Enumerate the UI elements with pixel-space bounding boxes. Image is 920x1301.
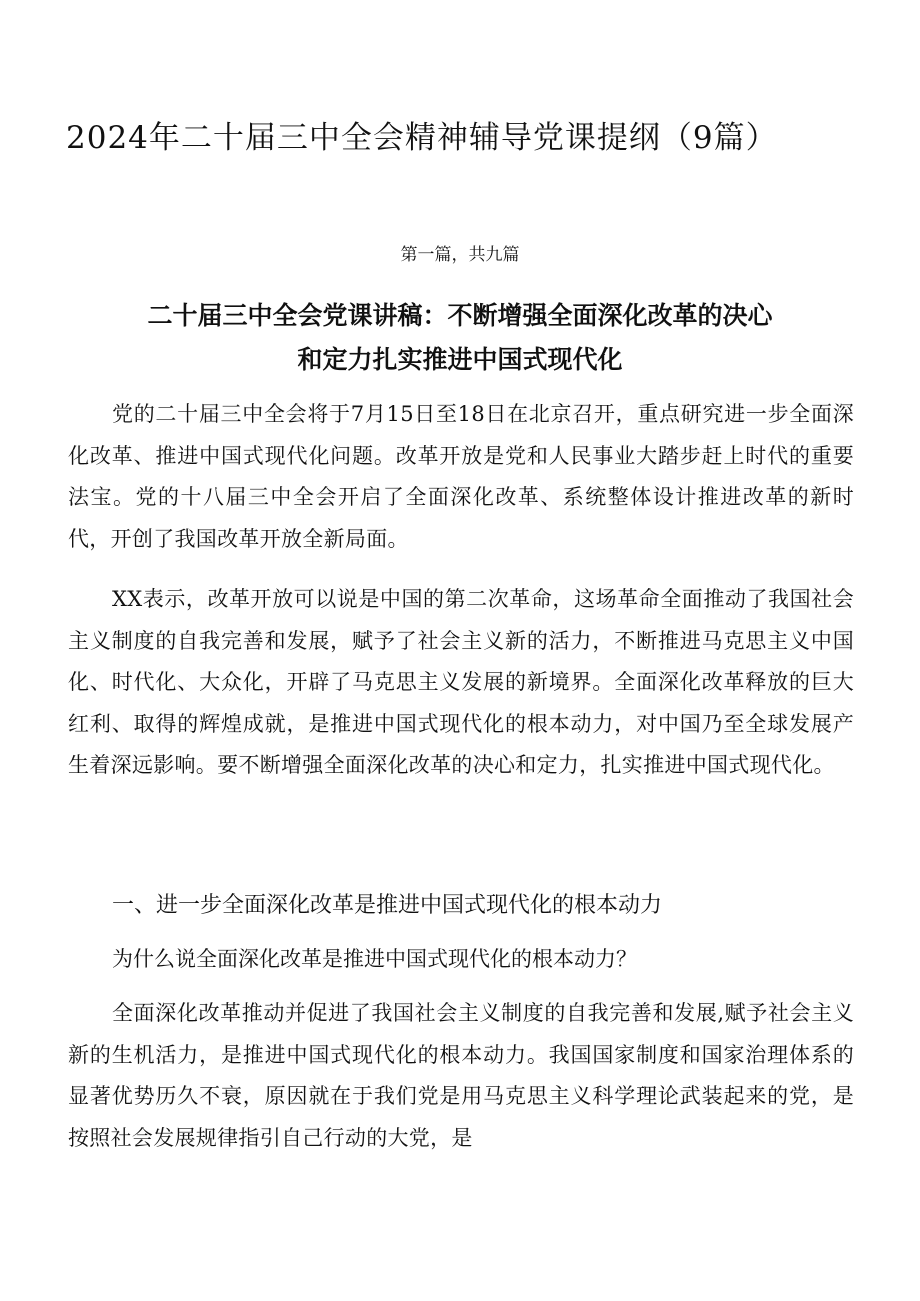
- body-paragraph: 全面深化改革推动并促进了我国社会主义制度的自我完善和发展,赋予社会主义新的生机活力，是推进中国式现代化的根本动力。我国国家制度和国家治理体系的显著优势历久不衰，原因就在于我们党是用马克思主义科学理论武装起来的党，是按照社会发展规律指引自己行动的大党，是: [68, 1001, 854, 1150]
- document-title: 2024年二十届三中全会精神辅导党课提纲（9篇）: [66, 120, 778, 156]
- question-line: 为什么说全面深化改革是推进中国式现代化的根本动力？: [112, 947, 637, 971]
- chapter-label: 第一篇，共九篇: [400, 245, 520, 265]
- xx-statement-paragraph: XX表示，改革开放可以说是中国的第二次革命，这场革命全面推动了我国社会主义制度的自我完善和发展，赋予了社会主义新的活力，不断推进马克思主义中国化、时代化、大众化，开辟了马克思主义发展的新境界。全面深化改革释放的巨大红利、取得的辉煌成就，是推进中国式现代化的根本动力，对中国乃至全球发展产生着深远影响。要不断增强全面深化改革的决心和定力，扎实推进中国式现代化。: [68, 587, 854, 777]
- subsection-heading: 一、进一步全面深化改革是推进中国式现代化的根本动力: [112, 893, 663, 918]
- section-heading: [60, 294, 860, 382]
- section-heading-line-2: 和定力扎实推进中国式现代化: [297, 345, 623, 374]
- section-heading-line-1: 二十届三中全会党课讲稿：不断增强全面深化改革的决心: [147, 301, 773, 330]
- intro-paragraph: 党的二十届三中全会将于7月15日至18日在北京召开，重点研究进一步全面深化改革、推进中国式现代化问题。改革开放是党和人民事业大踏步赶上时代的重要法宝。党的十八届三中全会开启了全面深化改革、系统整体设计推进改革的新时代，开创了我国改革开放全新局面。: [68, 402, 854, 551]
